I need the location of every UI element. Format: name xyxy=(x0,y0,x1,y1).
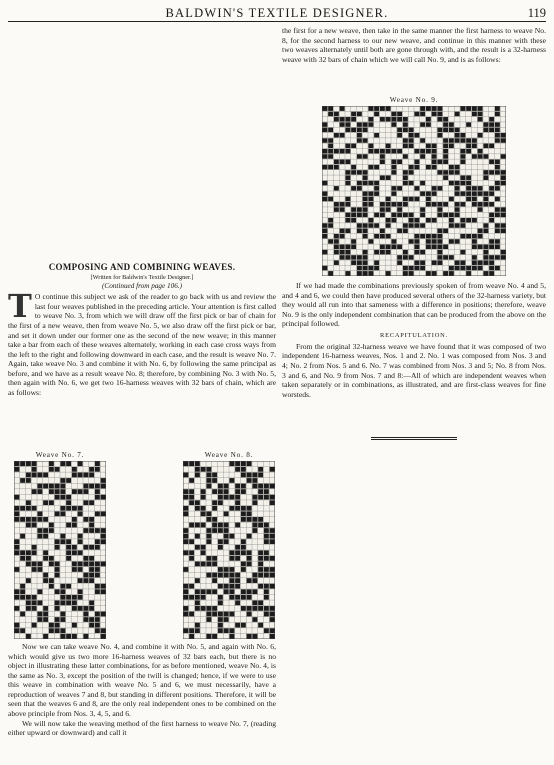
article-title: COMPOSING AND COMBINING WEAVES. xyxy=(48,262,236,272)
article xyxy=(8,262,276,398)
right-mid-text xyxy=(282,281,546,399)
article-continued-note: (Continued from page 106.) xyxy=(102,282,182,291)
bottom-paragraph-1: Now we can take weave No. 4, and combine it with No. 5, and again with No. 6, which would give us two more 16-harness weaves of 32 bars each, but there is no object in illustrating these latter combinations, for as before mentioned, weave No. 4, is the same as No. 3, except the position of the twill is changed; hence, if we were to use this weave in combination with weave No. 5 and 6, we must necessarily, have a reproduction of weaves 7 and 8, but standing in different positions. Therefore, it will be seen that the weaves 6 and 8, are the only real independent ones to be combined on the above principle from Nos. 3, 4, 5, and 6. xyxy=(8,642,276,718)
right-paragraph-1: the first for a new weave, then take in the same manner the first harness to weave No. 8, for the second harness to our new weave, and continue in this manner with these two weaves alternately until both are gone through with, and the result is a 32-harness weave with 32 bars of chain which we will call No. 9, and is as follows: xyxy=(282,26,546,64)
right-top-text xyxy=(282,26,546,64)
running-title: BALDWIN'S TEXTILE DESIGNER. xyxy=(165,6,389,20)
weave-8-caption: Weave No. 8. xyxy=(204,451,254,459)
right-paragraph-2: If we had made the combinations previously spoken of from weave No. 4 and 5, and 4 and 6, we could then have produced several others of the 32-harness variety, but they would all run into that sameness with a difference in positions; therefore, weave No. 9 is the only independent combination that can be produced from the above on the principal followed. xyxy=(282,281,546,329)
article-paragraph-1 xyxy=(8,292,276,397)
article-paragraph-1-text: O continue this subject we ask of the reader to go back with us and review the last four weaves published in the preceding article. Your attention is first called to weave No. 3, from which we will draw off the first pick or bar of chain for the first of a new weave, then from weave No. 5, we also draw off the first pick or bar, and set it down under our former one as the second of the new weave; in this manner take a bar from each of these weaves alternately, working in each case cross ways from the left to the right and following downward in each case, and the result is weave No. 7. Again, take weave No. 3 and combine it with No. 6, by following the same principal as before, and we have as a result weave No. 8; therefore, by combining No. 3 with No. 5, then again with No. 6, we get two 16-harness weaves with 32 bars of chain, which are as follows: xyxy=(8,292,276,397)
weave-7-grid xyxy=(14,461,106,639)
end-rule xyxy=(371,437,457,440)
bottom-paragraph-2: We will now take the weaving method of the first harness to weave No. 7, (reading either upward or downward) and call it xyxy=(8,718,276,738)
bottom-left-text xyxy=(8,642,276,738)
right-paragraph-3: From the original 32-harness weave we have found that it was composed of two independent 16-harness weaves, Nos. 1 and 2. No. 1 was composed from Nos. 3 and 4; No. 2 from Nos. 5 and 6. No. 7 was combined from Nos. 3 and 5; No. 8 from Nos. 3 and 6, and No. 9 from Nos. 7 and 8:—All of which are independent weaves when taken separately or in combinations, as illustrated, and are first-class weaves for fine worsteds. xyxy=(282,341,546,399)
weave-7-caption: Weave No. 7. xyxy=(35,451,85,459)
weave-9-caption: Weave No. 9. xyxy=(389,96,439,104)
page-number: 119 xyxy=(527,6,546,20)
weave-9-grid xyxy=(322,106,506,276)
drop-cap: T xyxy=(8,292,32,326)
weave-8-grid xyxy=(183,461,275,639)
running-header xyxy=(8,4,546,22)
recapitulation-heading: RECAPITULATION. xyxy=(380,331,448,339)
article-byline: [Written for Baldwin's Textile Designer.] xyxy=(90,274,194,282)
